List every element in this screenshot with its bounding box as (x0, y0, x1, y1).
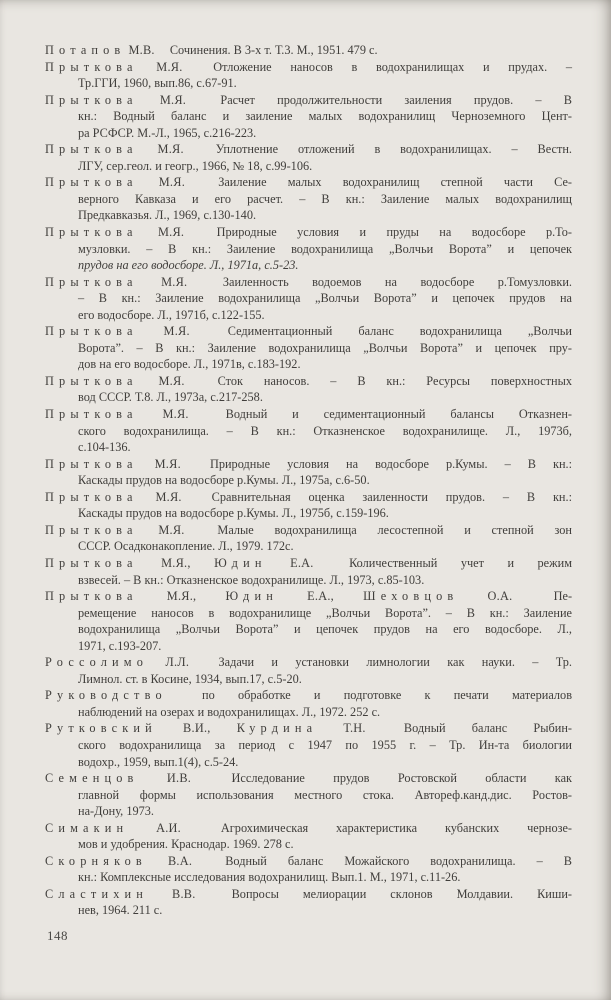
entry-line (45, 654, 572, 671)
entry-title-text: Заиленность водоемов на водосборе р.Томузловки. (222, 274, 572, 289)
author-initials: А.И. (156, 820, 182, 835)
entry-line (45, 770, 572, 787)
entry-line (45, 489, 572, 506)
entry-line: СССР. Осадконакопление. Л., 1979. 172с. (78, 539, 294, 554)
author-initials: М.Я. (162, 407, 189, 422)
bibliography-entry (45, 323, 572, 373)
bibliography-entry (45, 141, 572, 174)
entry-line: на-Дону, 1973. (78, 804, 154, 819)
bibliography-entry (45, 456, 572, 489)
author-initials: М.Я. (163, 324, 190, 339)
bibliography-entry (45, 588, 572, 654)
entry-line (45, 274, 572, 291)
entry-line: Предкавказья. Л., 1969, с.130-140. (78, 208, 257, 223)
entry-line: верного Кавказа и его расчет. – В кн.: Заиление малых водохранилищ (78, 191, 572, 206)
entry-line: дов на его водосборе. Л., 1971в, с.183-192. (78, 357, 301, 372)
author-surname: Прыткова (45, 92, 138, 107)
author-surname: Прыткова (45, 225, 138, 240)
entry-line: ремещение наносов в водохранилище „Волчьи Ворота”. – В кн.: Заиление (78, 605, 572, 620)
author-surname: Россолимо (45, 655, 149, 670)
author-surname: Семенцов (45, 771, 139, 786)
author-surname: Прыткова (45, 274, 138, 289)
entry-line: прудов на его водосборе. Л., 1971а, с.5-23. (78, 258, 299, 273)
author-surname: Прыткова (45, 59, 138, 74)
author-initials: Е.А., (307, 589, 334, 604)
entry-line (45, 42, 572, 59)
page-number: 148 (47, 928, 68, 943)
entry-line (45, 456, 572, 473)
bibliography-entry (45, 522, 572, 555)
entry-line: кн.: Комплексные исследования водохранилищ. Вып.1. М., 1971, с.11-26. (78, 870, 461, 885)
entry-line: вод СССР. Т.8. Л., 1973а, с.217-258. (78, 390, 263, 405)
entry-line: ра РСФСР. М.-Л., 1965, с.216-223. (78, 125, 257, 140)
author-surname: Прыткова (45, 589, 138, 604)
entry-title-text: Отложение наносов в водохранилищах и прудах. – (213, 59, 573, 74)
author-surname: Шеховцов (363, 589, 459, 604)
entry-title-text: Расчет продолжительности заиления прудов. – В (220, 92, 572, 107)
bibliography-entry (45, 555, 572, 588)
author-surname: Прыткова (45, 373, 138, 388)
author-initials: М.Я., (166, 589, 197, 604)
author-initials: М.Я. (159, 92, 187, 107)
entry-line: взвесей. – В кн.: Отказненское водохранилище. Л., 1973, с.85-103. (78, 572, 425, 587)
entry-title-text: Малые водохранилища лесостепной и степной зон (217, 522, 572, 537)
author-surname: Прыткова (45, 555, 138, 570)
bibliography-entry (45, 406, 572, 456)
bibliography-entry (45, 274, 572, 324)
author-initials: И.В. (166, 771, 192, 786)
author-surname: Прыткова (45, 407, 138, 422)
entry-title-text: Исследование прудов Ростовской области как (231, 771, 573, 786)
entry-line (45, 555, 572, 572)
author-initials: Е.А. (290, 555, 314, 570)
bibliography-entry (45, 654, 572, 687)
entry-line (45, 853, 572, 870)
author-surname: Прыткова (45, 489, 138, 504)
entry-line (45, 687, 572, 704)
entry-line (45, 522, 572, 539)
entry-line (45, 588, 572, 605)
entry-line: Ворота”. – В кн.: Заиление водохранилища „Волчьи Ворота” и цепочек пру- (78, 340, 572, 355)
entry-line: Каскады прудов на водосборе р.Кумы. Л., 1975а, с.6-50. (78, 473, 370, 488)
entry-title-text: Уплотнение отложений в водохранилищах. – Вестн. (215, 142, 573, 157)
entry-title-text: Заиление малых водохранилищ степной части Се- (218, 175, 573, 190)
author-initials: М.Я. (158, 175, 186, 190)
entry-line (45, 720, 572, 737)
entry-title-text: Природные условия и пруды на водосборе р.То- (216, 225, 572, 240)
author-initials: Т.Н. (343, 721, 366, 736)
entry-line: с.104-136. (78, 440, 131, 455)
entry-title-text: Вопросы мелиорации склонов Молдавии. Киши- (231, 886, 573, 901)
entry-line: – В кн.: Заиление водохранилища „Волчьи Ворота” и цепочек прудов на (78, 291, 572, 306)
author-initials: О.А. (487, 589, 513, 604)
entry-title-text: Задачи и установки лимнологии как науки. – Тр. (218, 655, 572, 670)
entry-line: кн.: Водный баланс и заиление малых водохранилищ Черноземного Цент- (78, 109, 572, 124)
author-initials: В.И., (183, 721, 211, 736)
author-initials: М.Я. (157, 142, 184, 157)
bibliography-list (45, 42, 572, 919)
entry-title-text: Водный и седиментационный балансы Отказнен- (225, 407, 573, 422)
entry-line: ЛГУ, сер.геол. и геогр., 1966, № 18, с.99-106. (78, 158, 313, 173)
entry-title-text: Седиментационный баланс водохранилища „Волчьи (227, 324, 572, 339)
bibliography-entry (45, 59, 572, 92)
entry-line (45, 92, 572, 109)
author-initials: М.Я. (158, 373, 185, 388)
entry-line: ского водохранилища. – В кн.: Отказненское водохранилище. Л., 1973б, (78, 423, 572, 438)
entry-title-text: Водный баланс Рыбин- (403, 721, 573, 736)
entry-title-text: по обработке и подготовке к печати материалов (202, 688, 573, 703)
bibliography-entry (45, 174, 572, 224)
entry-line: Лимнол. ст. в Косине, 1934, вып.17, с.5-20. (78, 671, 302, 686)
author-surname: Сластихин (45, 886, 149, 901)
bibliography-entry (45, 687, 572, 720)
entry-title-text: Сток наносов. – В кн.: Ресурсы поверхностных (217, 373, 573, 388)
author-initials: М.Я. (156, 59, 183, 74)
author-initials: Л.Л. (165, 655, 190, 670)
author-surname: Потапов (45, 43, 126, 57)
author-initials: М.Я. (158, 522, 185, 537)
entry-title-text: Сравнительная оценка заиленности прудов. – В кн.: (211, 489, 573, 504)
entry-title-text: Природные условия на водосборе р.Кумы. – В кн.: (209, 456, 573, 471)
entry-title-text: Водный баланс Можайского водохранилища. – В (225, 853, 572, 868)
entry-line (45, 373, 572, 390)
bibliography-entry (45, 224, 572, 274)
entry-line: его водосборе. Л., 1971б, с.122-155. (78, 307, 265, 322)
entry-title-text: Пе- (553, 589, 573, 604)
bibliography-entry (45, 770, 572, 820)
author-initials: М.Я., (161, 555, 191, 570)
author-initials: М.Я. (154, 456, 181, 471)
entry-title-text: Количественный учет и режим (349, 555, 572, 570)
entry-line: главной формы использования местного стока. Автореф.канд.дис. Ростов- (78, 787, 572, 802)
bibliography-entry (45, 820, 572, 853)
bibliography-entry (45, 489, 572, 522)
bibliography-entry (45, 42, 572, 59)
entry-line: Тр.ГГИ, 1960, вып.86, с.67-91. (78, 76, 237, 91)
author-surname: Прыткова (45, 456, 138, 471)
entry-line: наблюдений на озерах и водохранилищах. Л., 1972. 252 с. (78, 704, 381, 719)
author-initials: М.В. (128, 43, 155, 57)
entry-line: Каскады прудов на водосборе р.Кумы. Л., 1975б, с.159-196. (78, 506, 389, 521)
author-surname: Прыткова (45, 522, 138, 537)
author-initials: В.В. (172, 886, 196, 901)
author-initials: В.А. (167, 853, 193, 868)
author-surname: Прыткова (45, 142, 138, 157)
author-initials: М.Я. (157, 225, 185, 240)
entry-line: 1971, с.193-207. (78, 638, 162, 653)
entry-line: нев, 1964. 211 с. (78, 903, 163, 918)
author-initials: М.Я. (155, 489, 182, 504)
bibliography-entry (45, 720, 572, 770)
entry-line: музловки. – В кн.: Заиление водохранилища „Волчьи Ворота” и цепочек (78, 241, 572, 256)
author-initials: М.Я. (161, 274, 188, 289)
entry-line: мов и удобрения. Краснодар. 1969. 278 с. (78, 837, 294, 852)
author-surname: Рутковский (45, 721, 157, 736)
entry-line (45, 59, 572, 76)
entry-line (45, 820, 572, 837)
bibliography-entry (45, 886, 572, 919)
author-surname: Прыткова (45, 324, 138, 339)
entry-line (45, 406, 572, 423)
entry-title-text: Сочинения. В 3-х т. Т.3. М., 1951. 479 с. (169, 43, 378, 57)
entry-line (45, 323, 572, 340)
author-surname: Скорняков (45, 853, 147, 868)
bibliography-entry (45, 373, 572, 406)
entry-line (45, 174, 572, 191)
entry-line: водохранилища „Волчьи Ворота” и цепочек прудов на его водосборе. Л., (78, 622, 572, 637)
author-surname: Юдин (225, 589, 278, 604)
author-surname: Прыткова (45, 175, 138, 190)
author-surname: Юдин (214, 555, 267, 570)
author-surname: Курдина (236, 721, 318, 736)
bibliography-entry (45, 853, 572, 886)
author-surname: Симакин (45, 820, 129, 835)
entry-title-text: Агрохимическая характеристика кубанских чернозе- (220, 820, 573, 835)
entry-line: ского водохранилища за период с 1947 по 1955 г. – Тр. Ин-та биологии (78, 737, 572, 752)
author-surname: Руководство (45, 688, 167, 703)
entry-line (45, 224, 572, 241)
bibliography-entry (45, 92, 572, 142)
entry-line (45, 886, 572, 903)
entry-line (45, 141, 572, 158)
entry-line: водохр., 1959, вып.1(4), с.5-24. (78, 754, 239, 769)
